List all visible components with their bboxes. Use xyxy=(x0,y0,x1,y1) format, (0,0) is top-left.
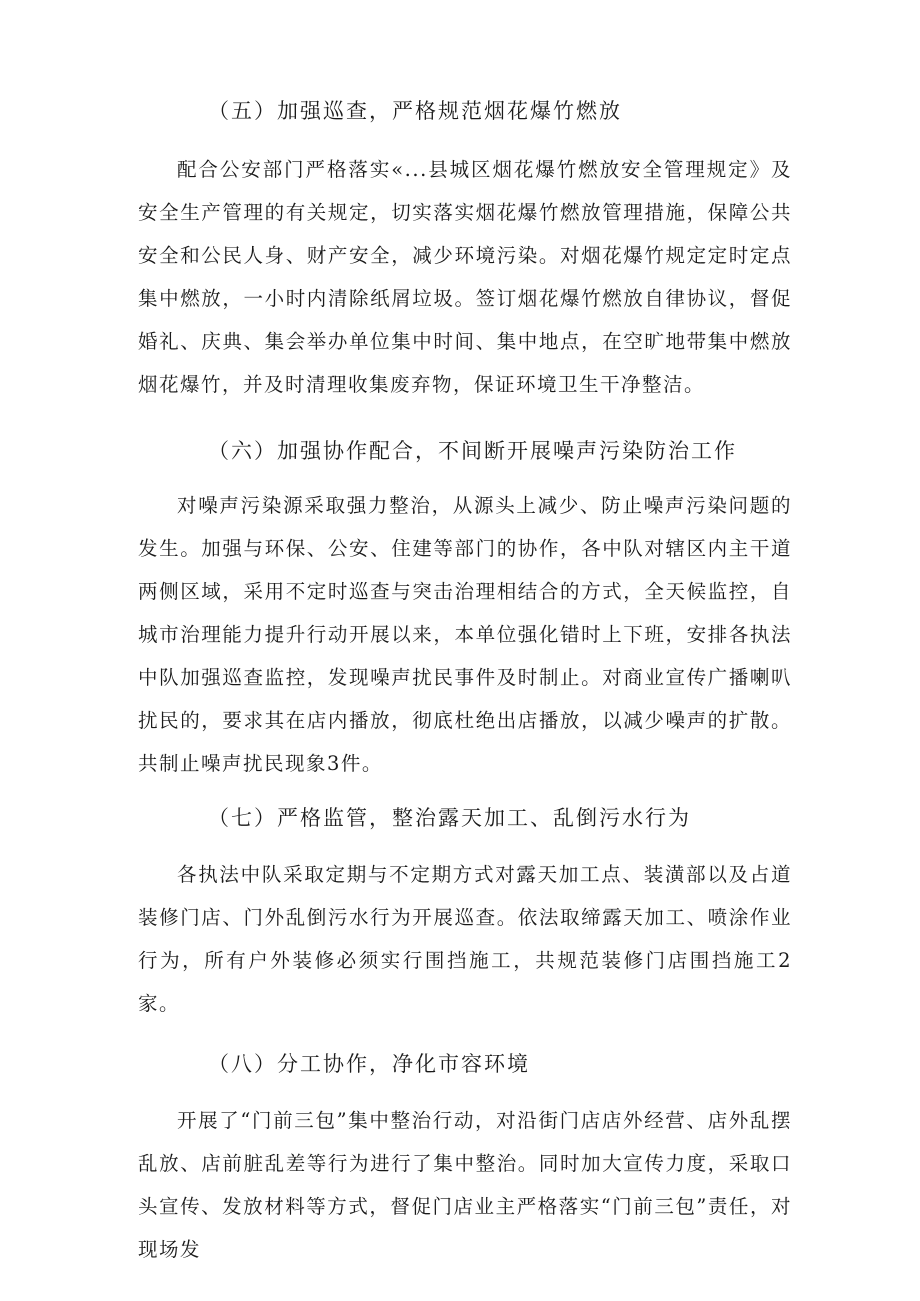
section-6-body: 对噪声污染源采取强力整治，从源头上减少、防止噪声污染问题的发生。加强与环保、公安、住建等部门的协作，各中队对辖区内主干道两侧区域，采用不定时巡查与突击治理相结合的方式，全天候监控，自城市治理能力提升行动开展以来，本单位强化错时上下班，安排各执法中队加强巡查监控，发现噪声扰民事件及时制止。对商业宣传广播喇叭扰民的，要求其在店内播放，彻底杜绝出店播放，以减少噪声的扩散。共制止噪声扰民现象3件。 xyxy=(138,494,792,775)
section-5-body: 配合公安部门严格落实«...县城区烟花爆竹燃放安全管理规定》及安全生产管理的有关规定，切实落实烟花爆竹燃放管理措施，保障公共安全和公民人身、财产安全，减少环境污染。对烟花爆竹规定定时定点集中燃放，一小时内清除纸屑垃圾。签订烟花爆竹燃放自律协议，督促婚礼、庆典、集会举办单位集中时间、集中地点，在空旷地带集中燃放烟花爆竹，并及时清理收集废弃物，保证环境卫生干净整洁。 xyxy=(138,158,792,396)
section-6-heading: （六）加强协作配合，不间断开展噪声污染防治工作 xyxy=(208,439,737,463)
section-7-heading: （七）严格监管，整治露天加工、乱倒污水行为 xyxy=(208,806,691,830)
section-8-body: 开展了“门前三包”集中整治行动，对沿街门店店外经营、店外乱摆乱放、店前脏乱差等行为进行了集中整治。同时加大宣传力度，采取口头宣传、发放材料等方式，督促门店业主严格落实“门前三包”责任，对现场发 xyxy=(138,1109,792,1261)
section-5-heading: （五）加强巡查，严格规范烟花爆竹燃放 xyxy=(208,99,622,123)
section-8-heading: （八）分工协作，净化市容环境 xyxy=(208,1052,530,1076)
section-7-body: 各执法中队采取定期与不定期方式对露天加工点、装潢部以及占道装修门店、门外乱倒污水行为开展巡查。依法取缔露天加工、喷涂作业行为，所有户外装修必须实行围挡施工，共规范装修门店围挡施工2家。 xyxy=(138,863,792,1015)
